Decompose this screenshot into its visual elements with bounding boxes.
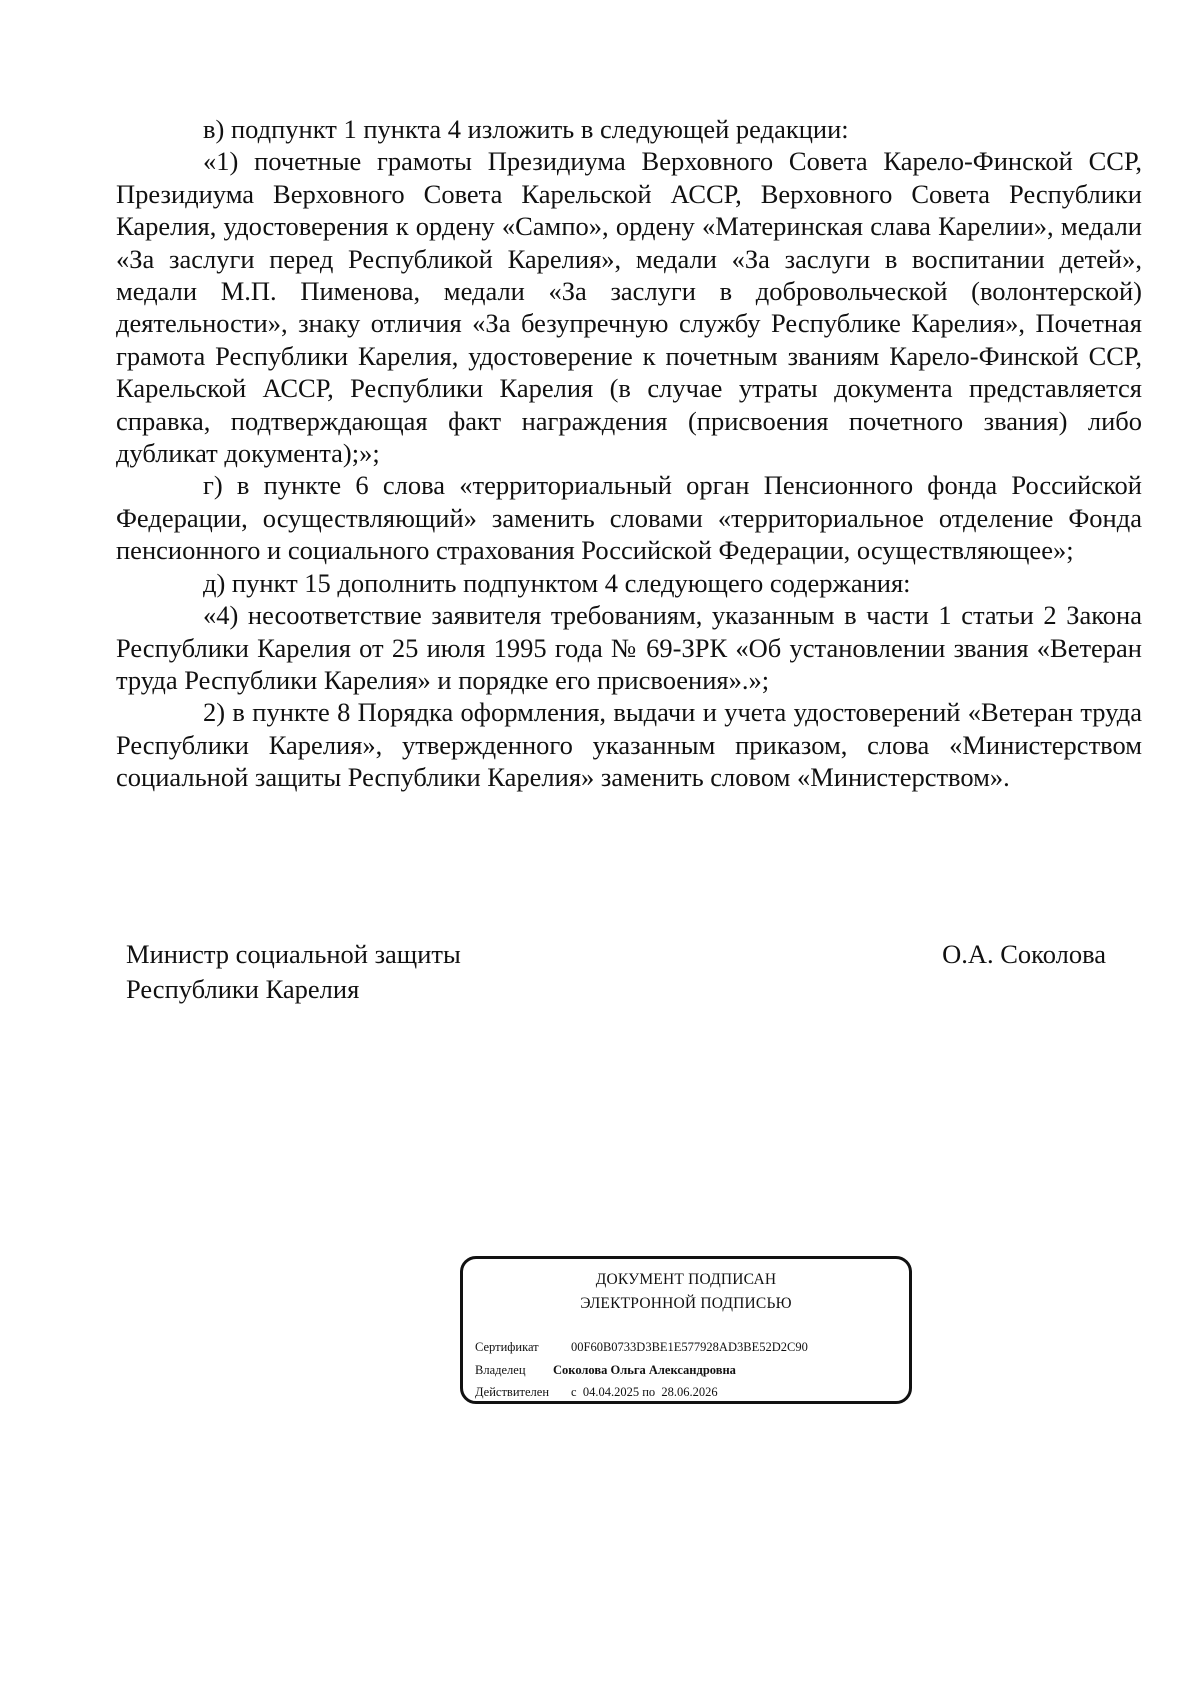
paragraph: 2) в пункте 8 Порядка оформления, выдачи и учета удостоверений «Ветеран труда Республики Карелия», утвержденного указанным приказом, слова «Министерством социальной защиты Республики Карелия» заменить словом «Министерством». <box>116 697 1142 793</box>
signatory-position-line: Министр социальной защиты <box>126 939 461 969</box>
stamp-valid-to: 28.06.2026 <box>661 1385 718 1399</box>
stamp-valid-from: 04.04.2025 <box>582 1385 640 1399</box>
stamp-title-line: ЭЛЕКТРОННОЙ ПОДПИСЬЮ <box>580 1295 792 1312</box>
stamp-certificate-label: Сертификат <box>475 1340 539 1354</box>
stamp-valid-label: Действителен <box>475 1385 550 1399</box>
paragraph: в) подпункт 1 пункта 4 изложить в следующей редакции: <box>203 114 849 144</box>
stamp-owner-label: Владелец <box>475 1363 526 1377</box>
paragraph: «4) несоответствие заявителя требованиям, указанным в части 1 статьи 2 Закона Республики Карелия от 25 июля 1995 года № 69-ЗРК «Об установлении звания «Ветеран труда Республики Карелия» и порядке его присвоения».»; <box>116 600 1142 695</box>
document-body <box>116 113 1142 794</box>
stamp-title-line: ДОКУМЕНТ ПОДПИСАН <box>595 1271 777 1288</box>
stamp-title <box>463 1268 909 1316</box>
signatory-position-line: Республики Карелия <box>126 974 360 1004</box>
signatory-name: О.А. Соколова <box>942 939 1106 969</box>
paragraph: «1) почетные грамоты Президиума Верховного Совета Карело-Финской ССР, Президиума Верховного Совета Карельской АССР, Верховного Совета Республики Карелия, удостоверения к ордену «Сампо», ордену «Материнская слава Карелии», медали «За заслуги перед Республикой Карелия», медали «За заслуги в воспитании детей», медали М.П. Пименова, медали «За заслуги в добровольческой (волонтерской) деятельности», знаку отличия «За безупречную службу Республике Карелия», Почетная грамота Республики Карелия, удостоверение к почетным званиям Карело-Финской ССР, Карельской АССР, Республики Карелия (в случае утраты документа представляется справка, подтверждающая факт награждения (присвоения почетного звания) либо дубликат документа);»; <box>116 146 1142 469</box>
paragraph: д) пункт 15 дополнить подпунктом 4 следующего содержания: <box>203 567 911 598</box>
stamp-owner-row <box>475 1363 736 1378</box>
stamp-owner-value: Соколова Ольга Александровна <box>553 1363 736 1377</box>
signatory-position <box>126 937 461 1007</box>
stamp-valid-to-prefix: по <box>642 1385 656 1399</box>
stamp-validity-row <box>475 1385 718 1400</box>
electronic-signature-stamp <box>460 1256 912 1404</box>
paragraph: г) в пункте 6 слова «территориальный орган Пенсионного фонда Российской Федерации, осуществляющий» заменить словами «территориальное отделение Фонда пенсионного и социального страхования Российской Федерации, осуществляющее»; <box>116 470 1142 566</box>
stamp-certificate-value: 00F60B0733D3BE1E577928AD3BE52D2C90 <box>571 1340 808 1354</box>
stamp-certificate-row <box>475 1340 808 1355</box>
stamp-valid-from-prefix: с <box>571 1385 577 1399</box>
